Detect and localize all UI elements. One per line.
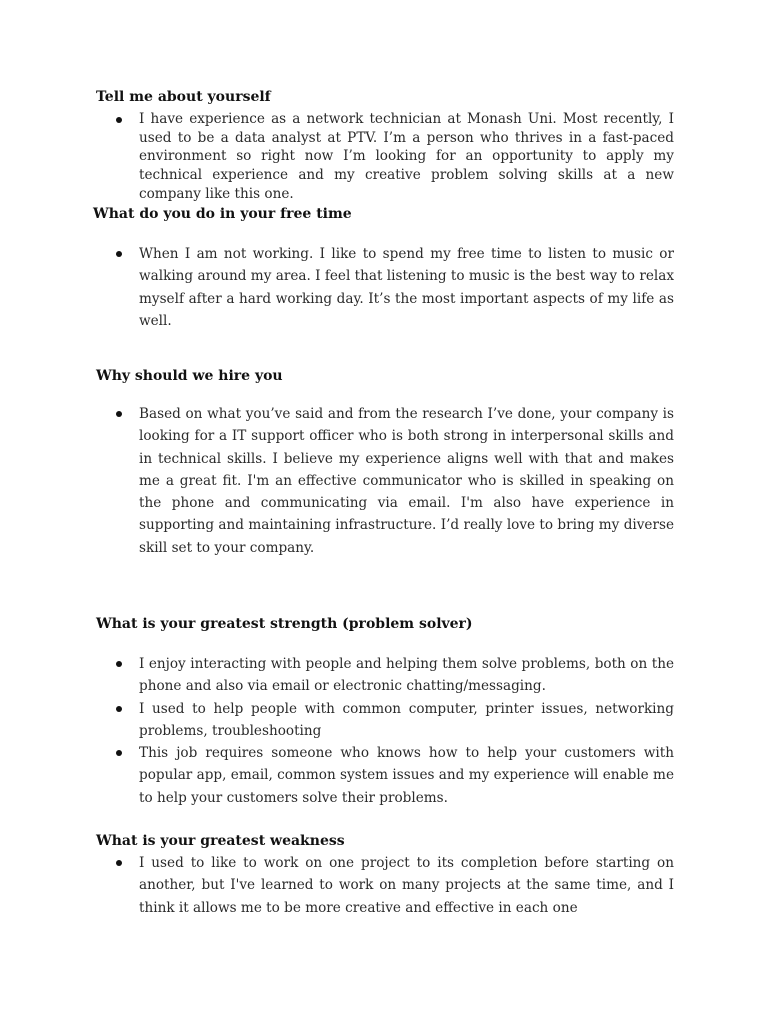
list-item: I have experience as a network technician at Monash Uni. Most recently, I used to be a data analyst at PTV. I’m a person who thrives in a fast-paced environment so right now I’m looking for an opportunity to apply my technical experience and my creative problem solving skills at a new company like this one. [114,110,674,204]
bullet-list [114,243,674,332]
section-heading: What do you do in your free time [93,206,352,222]
bullet-list [114,653,674,809]
list-item: When I am not working. I like to spend my free time to listen to music or walking around my area. I feel that listening to music is the best way to relax myself after a hard working day. It’s the most important aspects of my life as well. [114,243,674,332]
bullet-list [114,110,674,204]
list-item: Based on what you’ve said and from the research I’ve done, your company is looking for a IT support officer who is both strong in interpersonal skills and in technical skills. I believe my experience aligns well with that and makes me a great fit. I'm an effective communicator who is skilled in speaking on the phone and communicating via email. I'm also have experience in supporting and maintaining infrastructure. I’d really love to bring my diverse skill set to your company. [114,403,674,559]
list-item: I used to like to work on one project to its completion before starting on another, but I've learned to work on many projects at the same time, and I think it allows me to be more creative and effective in each one [114,852,674,919]
bullet-list [114,403,674,559]
section-heading: Why should we hire you [96,368,283,384]
list-item: I enjoy interacting with people and helping them solve problems, both on the phone and also via email or electronic chatting/messaging. [114,653,674,698]
bullet-list [114,852,674,919]
section-heading: What is your greatest weakness [96,833,345,849]
section-heading: What is your greatest strength (problem solver) [96,616,473,632]
section-heading: Tell me about yourself [96,89,271,105]
list-item: This job requires someone who knows how to help your customers with popular app, email, common system issues and my experience will enable me to help your customers solve their problems. [114,742,674,809]
list-item: I used to help people with common computer, printer issues, networking problems, troubleshooting [114,698,674,743]
